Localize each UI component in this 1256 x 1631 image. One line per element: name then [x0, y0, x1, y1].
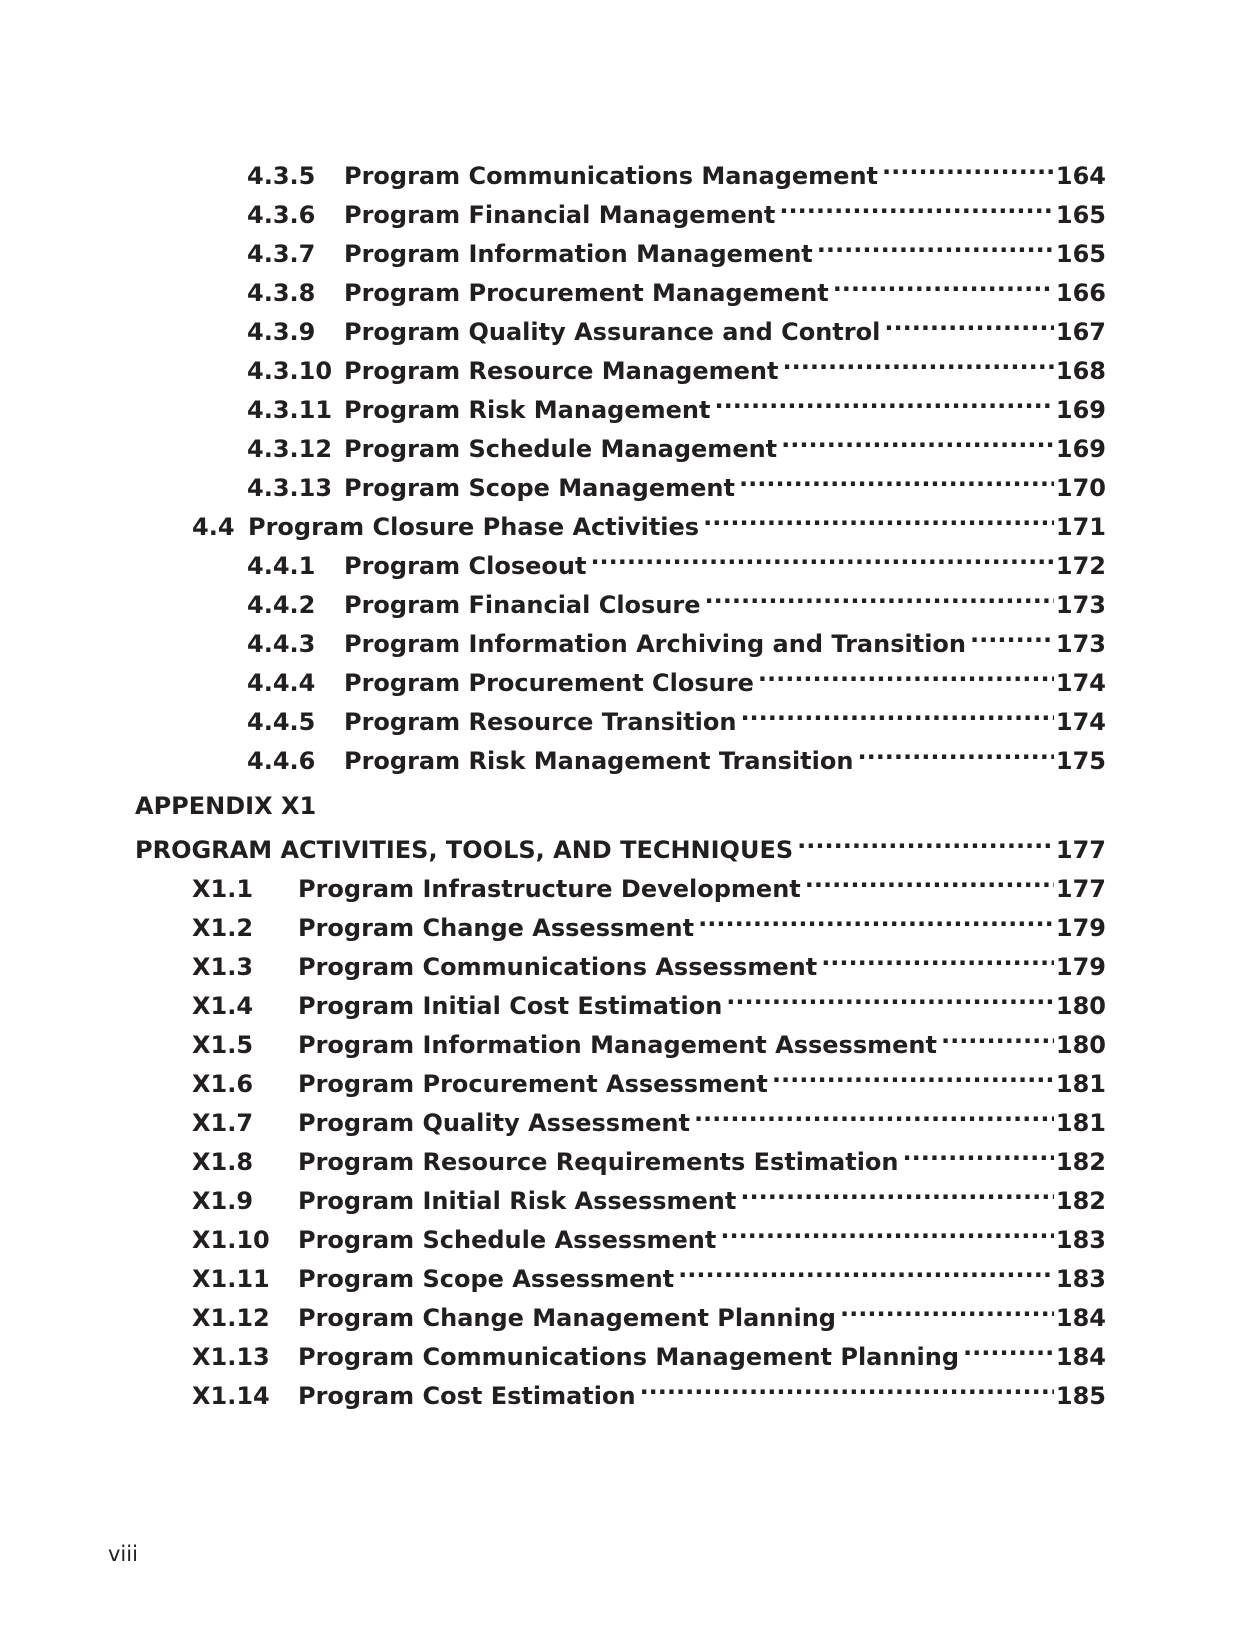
- entry-title: Program Cost Estimation: [298, 1382, 636, 1410]
- entry-title: Program Procurement Management: [344, 279, 829, 307]
- toc-entry[interactable]: [247, 304, 1106, 346]
- entry-page: 181: [1054, 1066, 1106, 1102]
- entry-page: 179: [1054, 949, 1106, 985]
- entry-title: Program Communications Assessment: [298, 953, 818, 981]
- dot-leader: [817, 226, 1054, 262]
- entry-number: X1.13: [192, 1343, 270, 1371]
- toc-entry[interactable]: [192, 1329, 1106, 1371]
- entry-title: Program Scope Assessment: [298, 1265, 675, 1293]
- toc-entry[interactable]: [192, 1134, 1106, 1176]
- entry-page: 168: [1054, 353, 1106, 389]
- entry-title: Program Infrastructure Development: [298, 875, 801, 903]
- entry-page: 165: [1054, 197, 1106, 233]
- toc-entry[interactable]: [192, 1290, 1106, 1332]
- dot-leader: [779, 187, 1054, 223]
- toc-entry[interactable]: [192, 1056, 1106, 1098]
- entry-title: Program Information Management Assessment: [298, 1031, 937, 1059]
- entry-title: Program Change Management Planning: [298, 1304, 836, 1332]
- toc-entry[interactable]: [247, 148, 1106, 190]
- entry-page: 182: [1054, 1144, 1106, 1180]
- entry-number: X1.4: [192, 992, 254, 1020]
- entry-number: 4.3.12: [247, 435, 333, 463]
- entry-page: 173: [1054, 587, 1106, 623]
- entry-number: X1.7: [192, 1109, 254, 1137]
- toc-entry[interactable]: [247, 460, 1106, 502]
- entry-title: Program Information Archiving and Transition: [344, 630, 966, 658]
- entry-title: Program Initial Risk Assessment: [298, 1187, 737, 1215]
- toc-entry[interactable]: [192, 978, 1106, 1020]
- entry-number: 4.3.6: [247, 201, 316, 229]
- entry-title: Program Initial Cost Estimation: [298, 992, 723, 1020]
- toc-entry[interactable]: [247, 655, 1106, 697]
- toc-entry[interactable]: [192, 1251, 1106, 1293]
- entry-title: Program Financial Management: [344, 201, 776, 229]
- appendix-label: APPENDIX X1: [135, 792, 317, 820]
- entry-title: Program Closure Phase Activities: [248, 513, 700, 541]
- entry-page: 174: [1054, 665, 1106, 701]
- entry-page: 183: [1054, 1261, 1106, 1297]
- toc-section-entry[interactable]: [192, 499, 1106, 541]
- dot-leader: [739, 460, 1054, 496]
- entry-title: Program Quality Assurance and Control: [344, 318, 881, 346]
- entry-number: 4.3.13: [247, 474, 333, 502]
- entry-number: X1.12: [192, 1304, 270, 1332]
- entry-number: X1.11: [192, 1265, 270, 1293]
- entry-number: X1.6: [192, 1070, 254, 1098]
- dot-leader: [781, 421, 1054, 457]
- entry-number: 4.4.1: [247, 552, 316, 580]
- entry-page: 185: [1054, 1378, 1106, 1414]
- entry-page: 177: [1054, 832, 1106, 868]
- entry-page: 171: [1054, 509, 1106, 545]
- entry-page: 184: [1054, 1339, 1106, 1375]
- entry-page: 182: [1054, 1183, 1106, 1219]
- appendix-title-entry[interactable]: [135, 822, 1106, 864]
- entry-number: 4.3.7: [247, 240, 316, 268]
- entry-title: Program Closeout: [344, 552, 587, 580]
- entry-page: 169: [1054, 392, 1106, 428]
- dot-leader: [857, 733, 1053, 769]
- entry-number: 4.3.10: [247, 357, 333, 385]
- dot-leader: [714, 382, 1053, 418]
- dot-leader: [840, 1290, 1054, 1326]
- entry-title: Program Schedule Assessment: [298, 1226, 717, 1254]
- dot-leader: [884, 304, 1054, 340]
- entry-number: 4.4.4: [247, 669, 316, 697]
- appendix-title: PROGRAM ACTIVITIES, TOOLS, AND TECHNIQUES: [135, 836, 794, 864]
- dot-leader: [703, 499, 1054, 535]
- entry-title: Program Resource Requirements Estimation: [298, 1148, 899, 1176]
- toc-entry[interactable]: [247, 421, 1106, 463]
- dot-leader: [740, 694, 1053, 730]
- entry-title: Program Information Management: [344, 240, 813, 268]
- toc-entry[interactable]: [192, 1017, 1106, 1059]
- dot-leader: [821, 939, 1054, 975]
- entry-number: 4.3.5: [247, 162, 316, 190]
- entry-number: X1.5: [192, 1031, 254, 1059]
- dot-leader: [903, 1134, 1054, 1170]
- dot-leader: [833, 265, 1054, 301]
- entry-title: Program Procurement Closure: [344, 669, 754, 697]
- entry-number: 4.3.9: [247, 318, 316, 346]
- dot-leader: [882, 148, 1054, 184]
- entry-title: Program Resource Management: [344, 357, 779, 385]
- page-folio: viii: [108, 1542, 138, 1566]
- entry-page: 180: [1054, 988, 1106, 1024]
- entry-number: 4.4: [192, 513, 235, 541]
- toc-entry[interactable]: [192, 1368, 1106, 1410]
- entry-number: X1.9: [192, 1187, 254, 1215]
- entry-number: 4.3.8: [247, 279, 316, 307]
- entry-title: Program Schedule Management: [344, 435, 778, 463]
- toc-entry[interactable]: [192, 1095, 1106, 1137]
- dot-leader: [740, 1173, 1054, 1209]
- entry-page: 184: [1054, 1300, 1106, 1336]
- toc-entry[interactable]: [192, 861, 1106, 903]
- toc-entry[interactable]: [247, 343, 1106, 385]
- entry-title: Program Communications Management Planning: [298, 1343, 960, 1371]
- entry-title: Program Resource Transition: [344, 708, 737, 736]
- entry-page: 169: [1054, 431, 1106, 467]
- entry-title: Program Change Assessment: [298, 914, 695, 942]
- entry-number: 4.4.2: [247, 591, 316, 619]
- dot-leader: [970, 616, 1054, 652]
- toc-entry[interactable]: [247, 694, 1106, 736]
- toc-entry[interactable]: [247, 616, 1106, 658]
- entry-page: 173: [1054, 626, 1106, 662]
- toc-entry[interactable]: [192, 1212, 1106, 1254]
- dot-leader: [726, 978, 1054, 1014]
- entry-number: X1.14: [192, 1382, 270, 1410]
- toc-entry[interactable]: [192, 900, 1106, 942]
- dot-leader: [797, 822, 1054, 858]
- entry-page: 166: [1054, 275, 1106, 311]
- entry-number: 4.4.5: [247, 708, 316, 736]
- entry-page: 167: [1054, 314, 1106, 350]
- dot-leader: [758, 655, 1054, 691]
- toc-entry[interactable]: [247, 577, 1106, 619]
- dot-leader: [772, 1056, 1054, 1092]
- dot-leader: [963, 1329, 1054, 1365]
- toc-entry[interactable]: [247, 265, 1106, 307]
- toc-entry[interactable]: [247, 187, 1106, 229]
- entry-title: Program Quality Assessment: [298, 1109, 690, 1137]
- entry-page: 183: [1054, 1222, 1106, 1258]
- entry-title: Program Procurement Assessment: [298, 1070, 768, 1098]
- entry-page: 164: [1054, 158, 1106, 194]
- entry-number: X1.1: [192, 875, 254, 903]
- entry-number: 4.3.11: [247, 396, 333, 424]
- dot-leader: [805, 861, 1054, 897]
- dot-leader: [782, 343, 1053, 379]
- entry-number: 4.4.3: [247, 630, 316, 658]
- entry-number: X1.2: [192, 914, 254, 942]
- entry-page: 177: [1054, 871, 1106, 907]
- dot-leader: [640, 1368, 1054, 1404]
- entry-number: X1.3: [192, 953, 254, 981]
- entry-number: X1.8: [192, 1148, 254, 1176]
- dot-leader: [698, 900, 1054, 936]
- entry-page: 179: [1054, 910, 1106, 946]
- entry-title: Program Scope Management: [344, 474, 735, 502]
- entry-number: 4.4.6: [247, 747, 316, 775]
- toc-entry[interactable]: [192, 1173, 1106, 1215]
- entry-title: Program Financial Closure: [344, 591, 701, 619]
- toc-entry[interactable]: [192, 939, 1106, 981]
- entry-page: 170: [1054, 470, 1106, 506]
- entry-page: 174: [1054, 704, 1106, 740]
- dot-leader: [720, 1212, 1054, 1248]
- entry-page: 175: [1054, 743, 1106, 779]
- dot-leader: [678, 1251, 1054, 1287]
- dot-leader: [705, 577, 1054, 613]
- dot-leader: [941, 1017, 1054, 1053]
- toc-entry[interactable]: [247, 733, 1106, 775]
- entry-page: 165: [1054, 236, 1106, 272]
- toc-entry[interactable]: [247, 538, 1106, 580]
- entry-page: 180: [1054, 1027, 1106, 1063]
- entry-number: X1.10: [192, 1226, 270, 1254]
- entry-title: Program Risk Management Transition: [344, 747, 854, 775]
- toc-entry[interactable]: [247, 226, 1106, 268]
- entry-page: 181: [1054, 1105, 1106, 1141]
- entry-title: Program Risk Management: [344, 396, 711, 424]
- dot-leader: [694, 1095, 1054, 1131]
- entry-page: 172: [1054, 548, 1106, 584]
- entry-title: Program Communications Management: [344, 162, 878, 190]
- dot-leader: [590, 538, 1053, 574]
- toc-entry[interactable]: [247, 382, 1106, 424]
